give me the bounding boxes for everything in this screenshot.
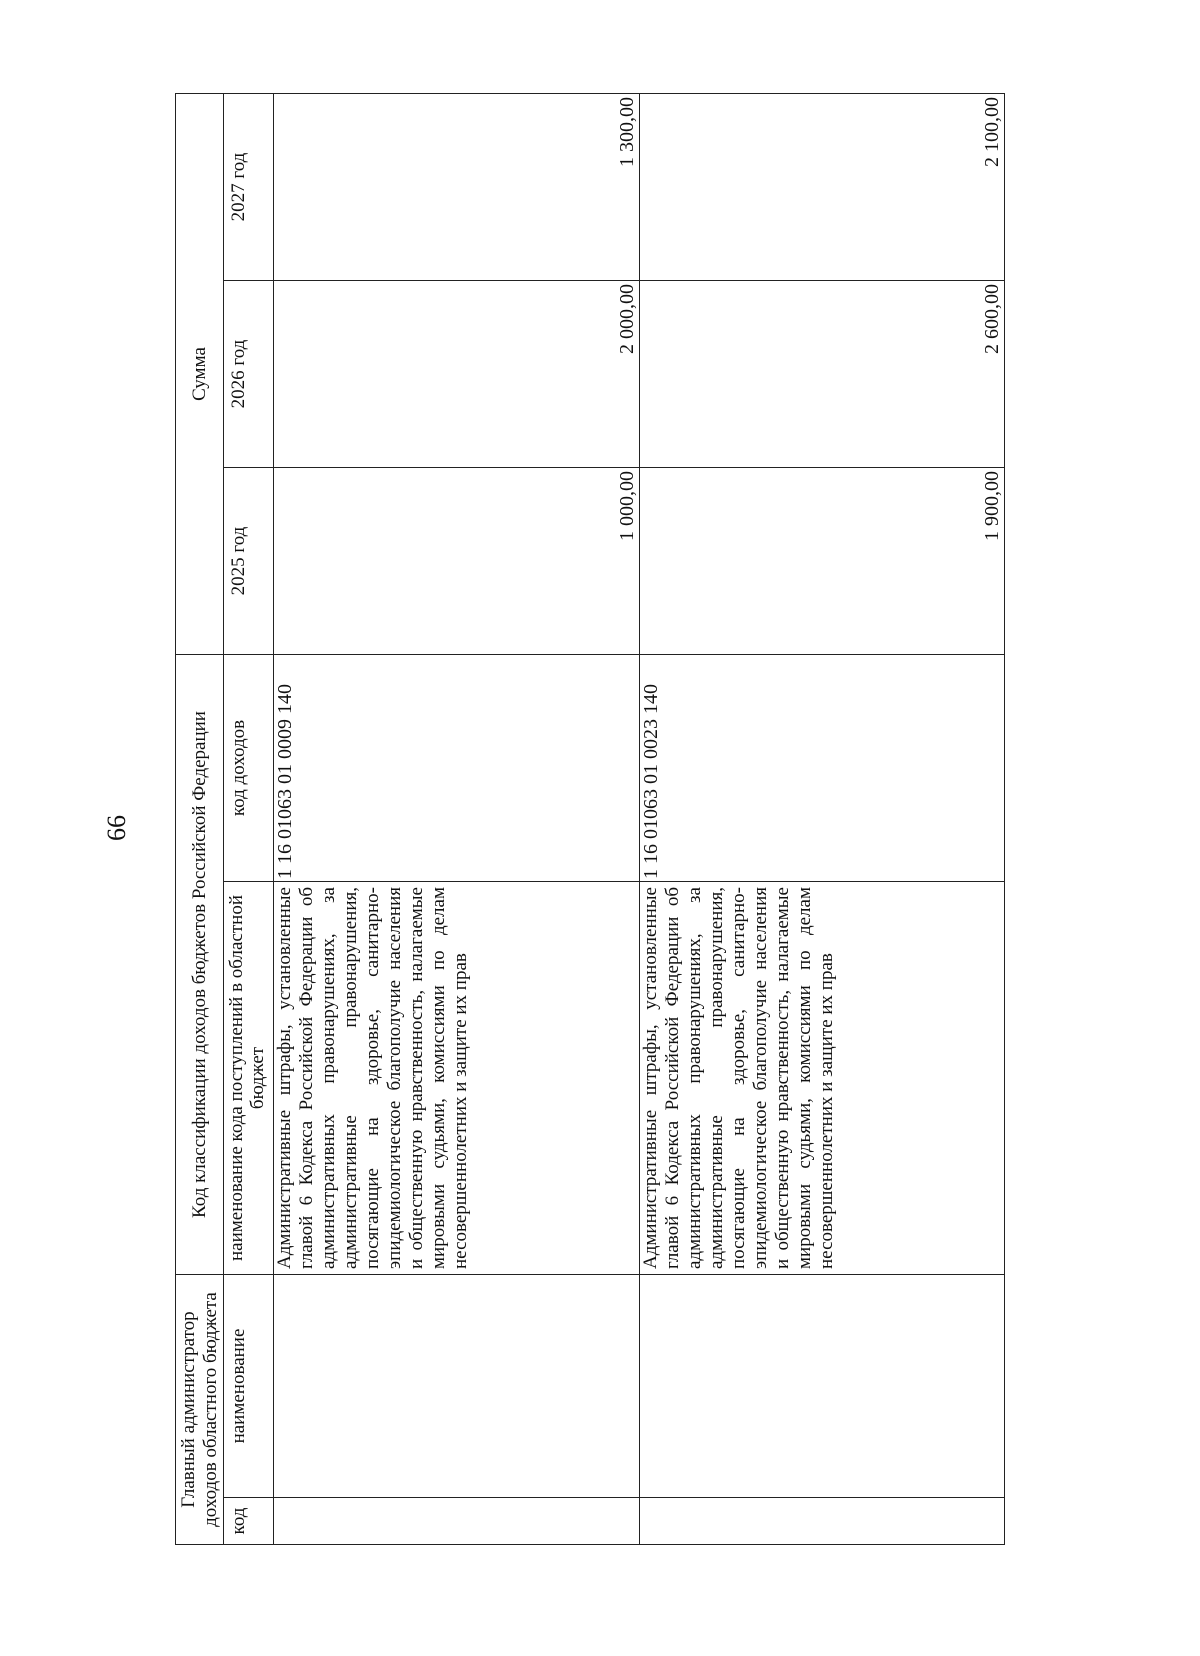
sum-2027-cell: 2 100,00 bbox=[639, 93, 1005, 280]
income-table bbox=[175, 93, 1005, 1545]
income-name-cell: Административные штрафы, установленные главой 6 Кодекса Российской Федерации об административных правонарушениях, за административные правонарушения, посягающие на здоровье, санитарно-эпидемиологическое благополучие населения и общественную нравственность, налагаемые мировыми судьями, комиссиями по делам несовершеннолетних и защите их прав bbox=[639, 882, 1005, 1275]
rotated-table-container bbox=[175, 94, 1005, 1545]
sum-group-header: Сумма bbox=[176, 93, 224, 654]
admin-code-header: код bbox=[224, 1498, 274, 1545]
page-number: 66 bbox=[102, 815, 131, 841]
admin-name-cell bbox=[639, 1275, 1005, 1498]
header-row-2 bbox=[224, 93, 274, 1544]
admin-group-header: Главный администратор доходов областного бюджета bbox=[176, 1275, 224, 1545]
income-code-cell: 1 16 01063 01 0023 140 bbox=[639, 655, 1005, 882]
sum-2027-cell: 1 300,00 bbox=[274, 93, 640, 280]
income-code-cell: 1 16 01063 01 0009 140 bbox=[274, 655, 640, 882]
admin-code-cell bbox=[274, 1498, 640, 1545]
year-2026-header: 2026 год bbox=[224, 281, 274, 468]
admin-name-cell bbox=[274, 1275, 640, 1498]
income-name-cell: Административные штрафы, установленные главой 6 Кодекса Российской Федерации об административных правонарушениях, за административные правонарушения, посягающие на здоровье, санитарно-эпидемиологическое благополучие населения и общественную нравственность, налагаемые мировыми судьями, комиссиями по делам несовершеннолетних и защите их прав bbox=[274, 882, 640, 1275]
income-name-header: наименование кода поступлений в областной бюджет bbox=[224, 882, 274, 1275]
table-row bbox=[639, 93, 1005, 1544]
sum-2026-cell: 2 000,00 bbox=[274, 281, 640, 468]
year-2025-header: 2025 год bbox=[224, 468, 274, 655]
income-code-header: код доходов bbox=[224, 655, 274, 882]
sum-2025-cell: 1 900,00 bbox=[639, 468, 1005, 655]
sum-2025-cell: 1 000,00 bbox=[274, 468, 640, 655]
table-row bbox=[274, 93, 640, 1544]
sum-2026-cell: 2 600,00 bbox=[639, 281, 1005, 468]
classification-group-header: Код классификации доходов бюджетов Российской Федерации bbox=[176, 655, 224, 1275]
admin-code-cell bbox=[639, 1498, 1005, 1545]
header-row-1 bbox=[176, 93, 224, 1544]
year-2027-header: 2027 год bbox=[224, 93, 274, 280]
admin-name-header: наименование bbox=[224, 1275, 274, 1498]
